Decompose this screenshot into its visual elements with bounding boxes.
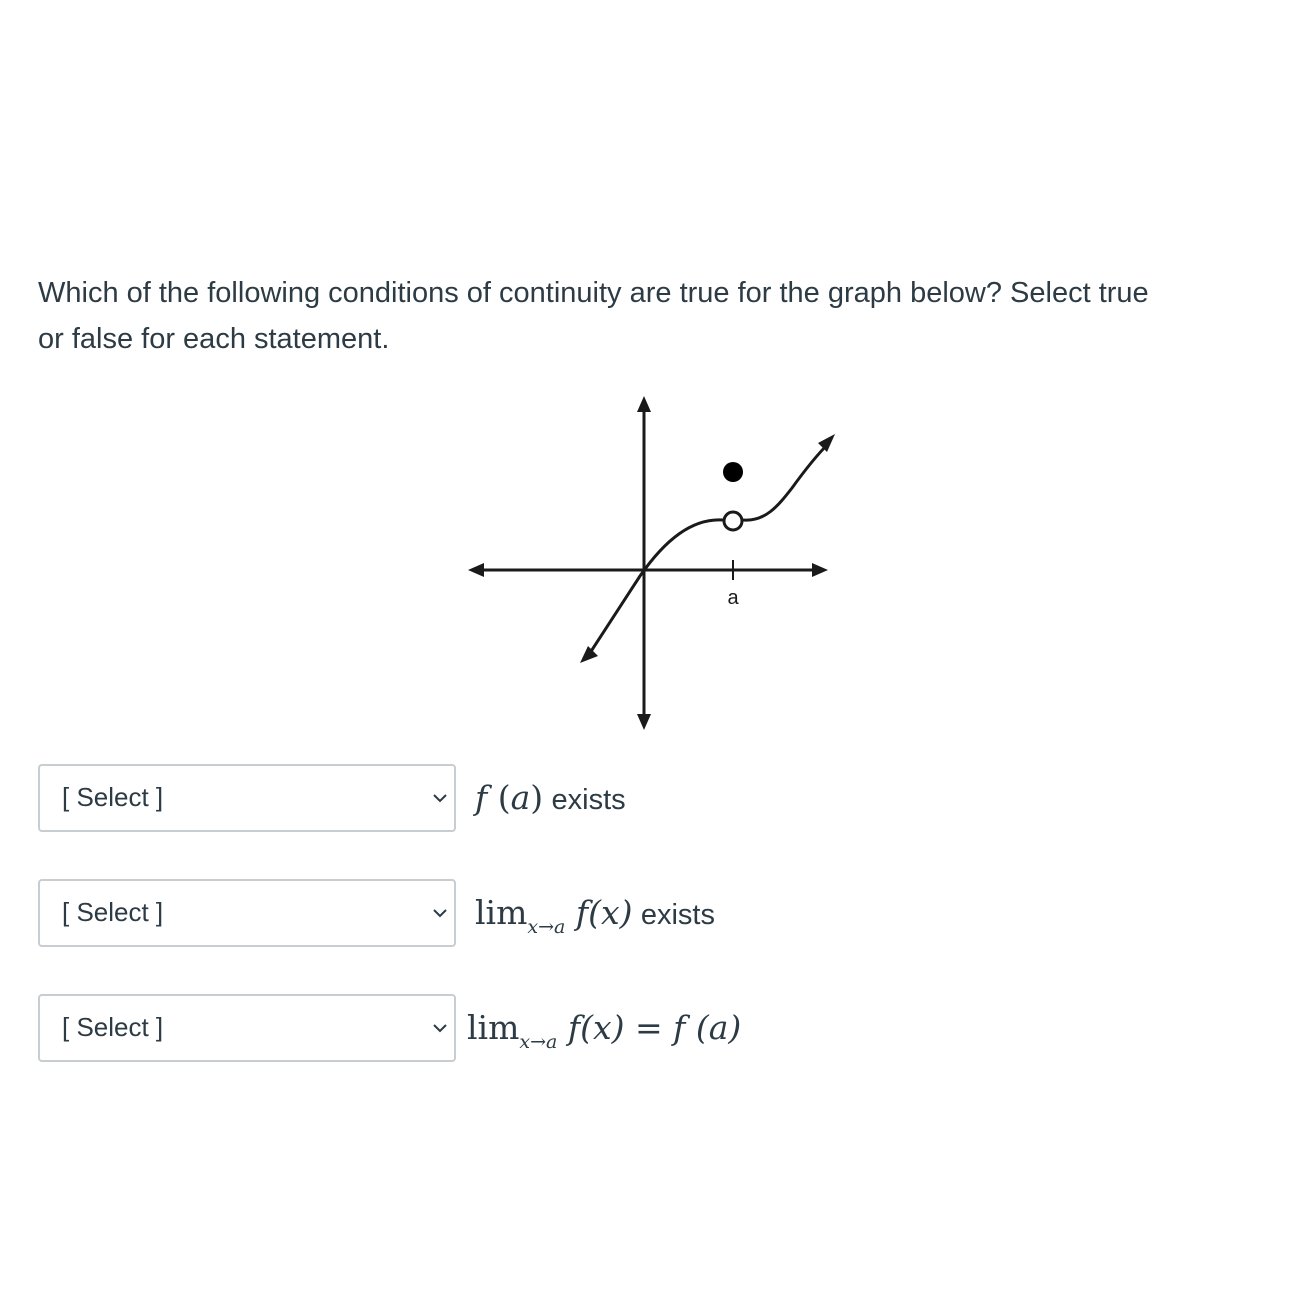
question-text bbox=[38, 270, 1248, 362]
select-dropdown-1[interactable] bbox=[38, 764, 456, 832]
y-axis-top-arrow bbox=[637, 396, 651, 412]
question-line-1: Which of the following conditions of continuity are true for the graph below? Select true bbox=[38, 277, 1149, 309]
y-axis-bottom-arrow bbox=[637, 714, 651, 730]
statement-1-math: f (a) bbox=[475, 778, 544, 817]
tick-label-a: a bbox=[727, 587, 739, 609]
chevron-down-icon bbox=[432, 1022, 448, 1034]
select-value-1: [ Select ] bbox=[62, 782, 164, 812]
question-line-2: or false for each statement. bbox=[38, 323, 390, 355]
chevron-down-icon bbox=[432, 792, 448, 804]
curve-right bbox=[743, 444, 828, 520]
select-dropdown-3[interactable] bbox=[38, 994, 456, 1062]
x-axis-left-arrow bbox=[468, 563, 484, 577]
select-dropdown-2[interactable] bbox=[38, 879, 456, 947]
curve-left-arrow bbox=[580, 646, 598, 663]
statement-1 bbox=[475, 778, 626, 817]
curve-right-arrow bbox=[818, 434, 835, 452]
function-graph bbox=[460, 388, 850, 738]
statement-2-word: exists bbox=[640, 899, 715, 931]
filled-point bbox=[723, 462, 743, 482]
statement-3 bbox=[467, 1008, 742, 1053]
select-value-2: [ Select ] bbox=[62, 897, 164, 927]
statement-1-word: exists bbox=[551, 784, 626, 816]
select-value-3: [ Select ] bbox=[62, 1012, 164, 1042]
statement-row-3 bbox=[38, 994, 1038, 1066]
statement-3-math: $\lim_{x\to a} f(x) = f$ (a) bbox=[467, 1008, 742, 1053]
x-axis-right-arrow bbox=[812, 563, 828, 577]
open-circle bbox=[724, 512, 742, 530]
statement-row-2 bbox=[38, 879, 1038, 951]
statement-2 bbox=[475, 893, 715, 938]
curve-left bbox=[588, 520, 723, 656]
statement-row-1 bbox=[38, 764, 1038, 836]
chevron-down-icon bbox=[432, 907, 448, 919]
statement-2-math: $\lim_{x\to a} f(x)$ bbox=[475, 893, 633, 938]
